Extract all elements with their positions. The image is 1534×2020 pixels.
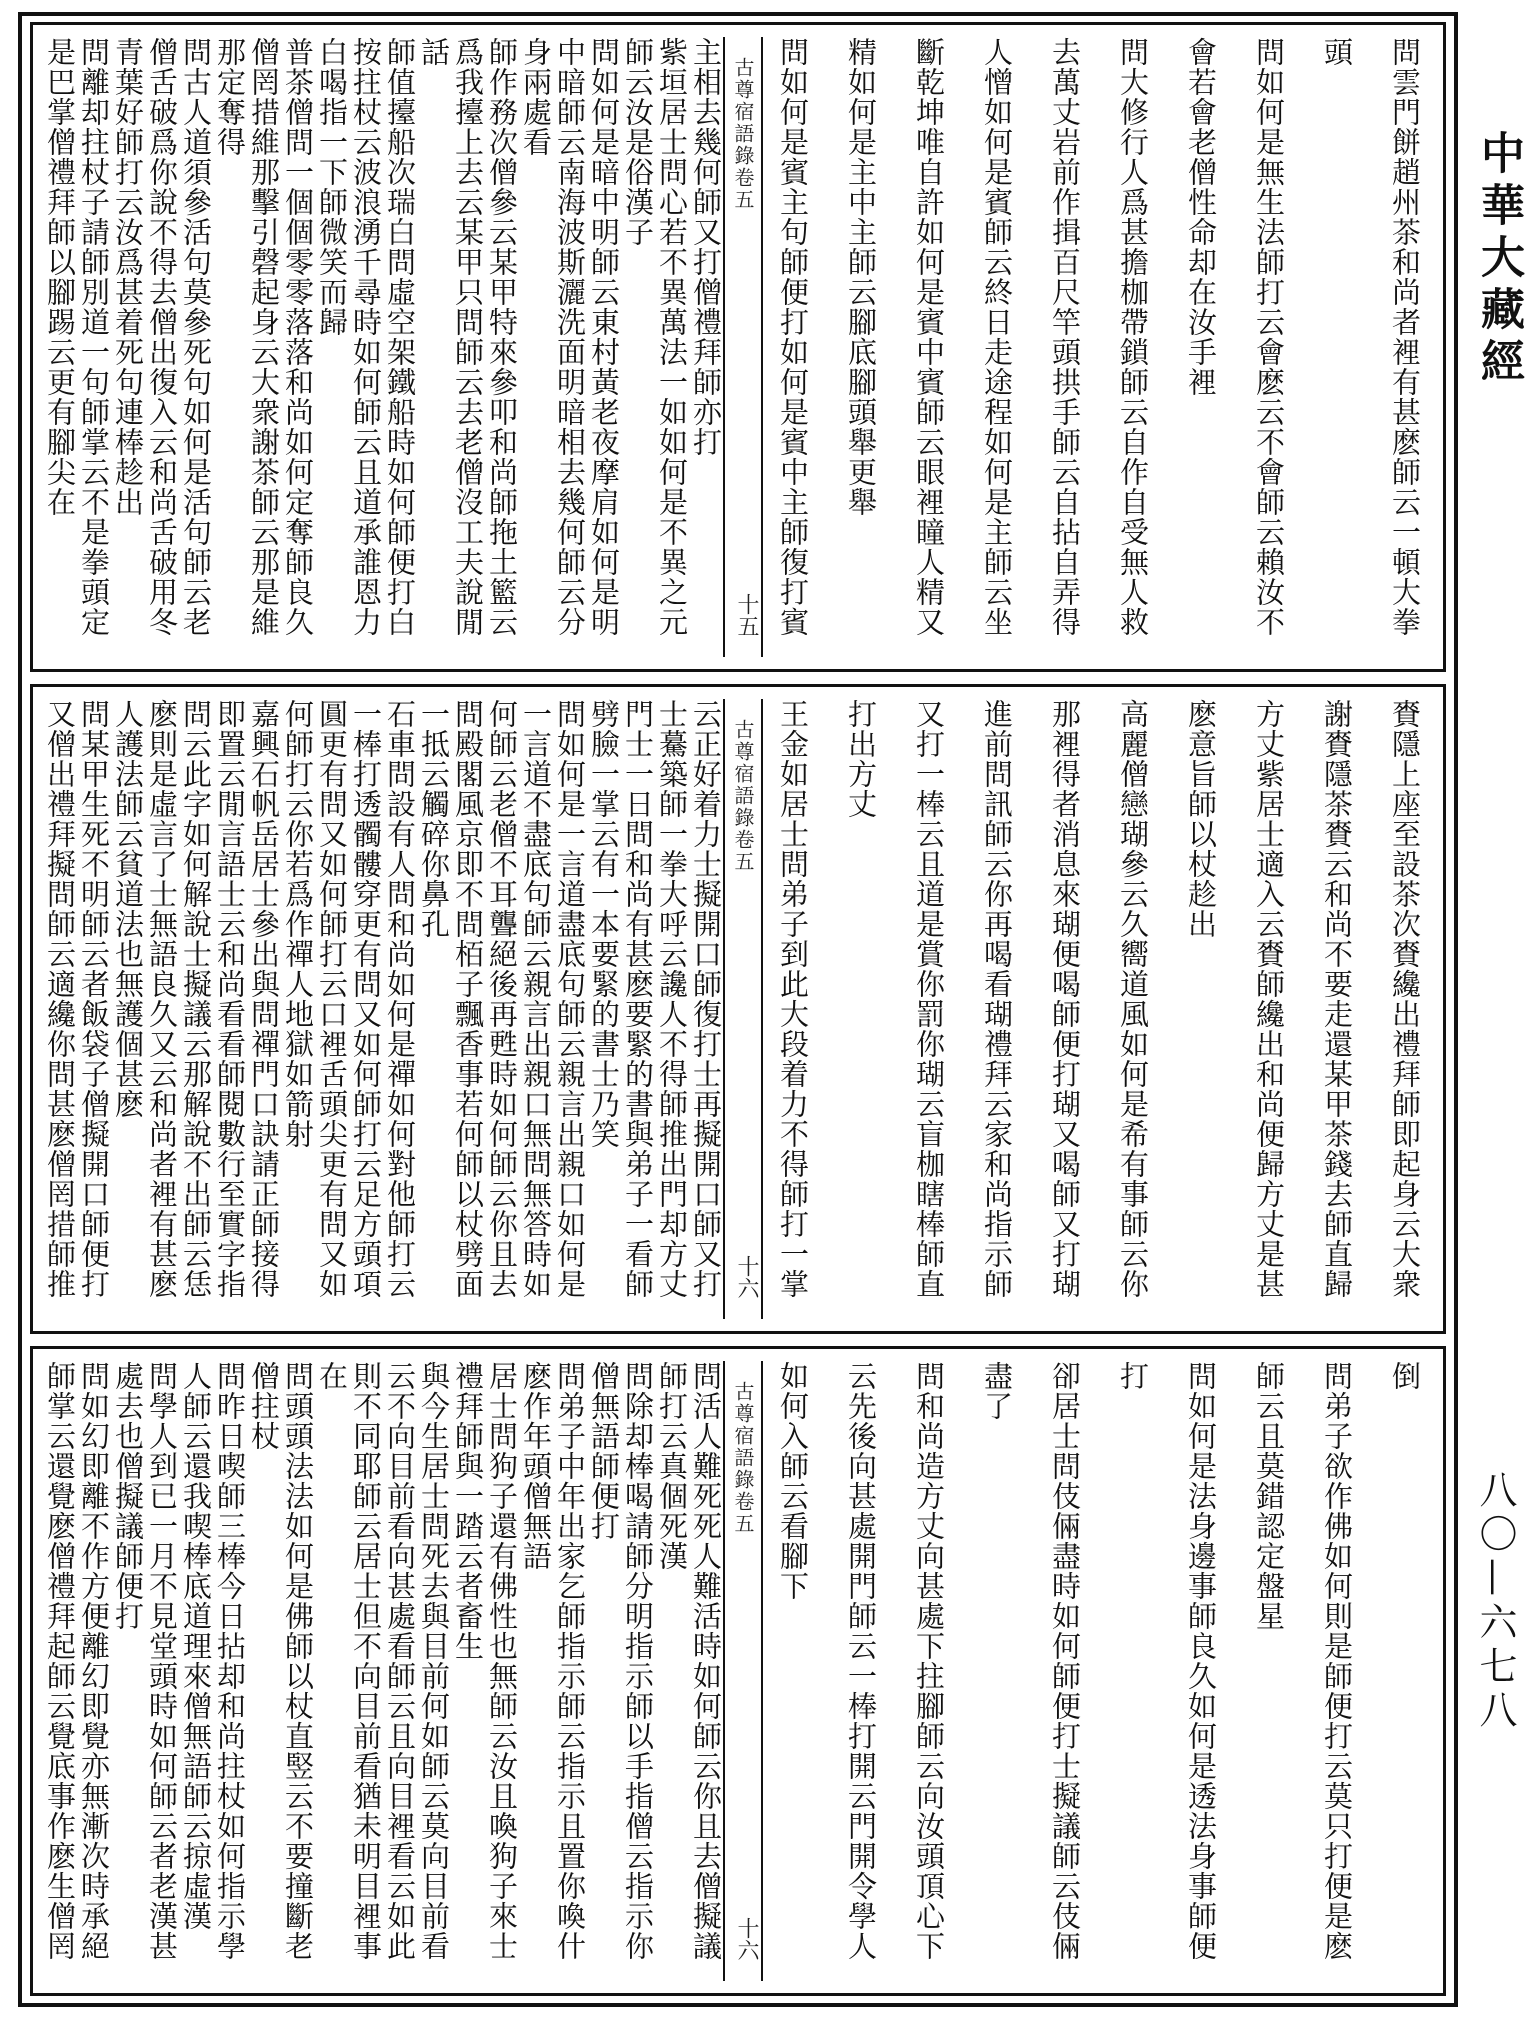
text-column: 進前問訊師云你再喝看瑚禮拜云家和尚指示師 <box>980 699 1014 1299</box>
text-column: 問除却棒喝請師分明指示師以手指僧云指示你 <box>621 1361 655 1961</box>
text-column: 師打云真個死漢 <box>655 1361 689 1571</box>
text-column: 則不同耶師云居士但不向目前看猶未明目裡事 <box>349 1361 383 1961</box>
text-column: 師云且莫錯認定盤星 <box>1252 1361 1286 1631</box>
right-text-block <box>759 699 1439 1319</box>
text-column: 話 <box>417 37 451 67</box>
text-column: 那定奪得 <box>213 37 247 157</box>
text-column: 盡了 <box>980 1361 1014 1421</box>
center-margin <box>723 37 763 657</box>
text-column: 謝賚隱茶賚云和尚不要走還某甲茶錢去師直歸 <box>1320 699 1354 1299</box>
text-column: 紫垣居士問心若不異萬法一如如何是不異之元 <box>655 37 689 637</box>
center-margin <box>723 699 763 1319</box>
text-column: 打 <box>1116 1361 1150 1391</box>
text-column: 門士一日問和尚有甚麽要緊的書與弟子一看師 <box>621 699 655 1299</box>
text-column: 師值擡船次瑞白問虛空架鐵船時如何師便打白 <box>383 37 417 637</box>
text-column: 僧無語師便打 <box>587 1361 621 1541</box>
text-column: 問大修行人爲甚擔枷帶鎖師云自作自受無人救 <box>1116 37 1150 637</box>
margin-label: 古尊宿語錄卷五 <box>731 719 755 873</box>
text-column: 高麗僧戀瑚參云久嚮道風如何是希有事師云你 <box>1116 699 1150 1299</box>
collection-title: 中華大藏經 <box>1473 130 1524 390</box>
text-column: 何師打云你若爲作禪人地獄如箭射 <box>281 699 315 1149</box>
text-column: 去萬丈岩前作揖百尺竿頭拱手師云自拈自弄得 <box>1048 37 1082 637</box>
page-number: 八〇—六七八 <box>1473 1470 1517 1734</box>
text-column: 云先後向甚處開門師云一棒打開云門開令學人 <box>844 1361 878 1961</box>
text-column: 白喝指一下師微笑而歸 <box>315 37 349 337</box>
text-column: 斷乾坤唯自許如何是賓中賓師云眼裡瞳人精又 <box>912 37 946 637</box>
text-column: 又僧出禮拜擬問師云適纔你問甚麽僧罔措師推 <box>43 699 77 1299</box>
text-column: 問頭頭法法如何是佛師以杖直竪云不要撞斷老 <box>281 1361 315 1961</box>
folio-number: 十五 <box>734 593 759 637</box>
text-column: 青葉好師打云汝爲甚着死句連棒趁出 <box>111 37 145 517</box>
text-column: 精如何是主中主師云腳底腳頭舉更舉 <box>844 37 878 517</box>
text-column: 麽作年頭僧無語 <box>519 1361 553 1571</box>
text-column: 僧罔措維那擊引磬起身云大衆謝茶師云那是維 <box>247 37 281 637</box>
text-column: 問如何是賓主句師便打如何是賓中主師復打賓 <box>776 37 810 637</box>
left-text-block <box>43 1361 723 1981</box>
text-column: 一言道不盡底句師云親言出親口無問無答時如 <box>519 699 553 1299</box>
text-column: 卻居士問伎倆盡時如何師便打士擬議師云伎倆 <box>1048 1361 1082 1961</box>
text-column: 問古人道須參活句莫參死句如何是活句師云老 <box>179 37 213 637</box>
text-column: 云不向目前看向甚處看師云且向目裡看云如此 <box>383 1361 417 1961</box>
register-2 <box>30 684 1446 1334</box>
text-column: 一棒打透髑髏穿更有問又如何師打云足方頭項 <box>349 699 383 1299</box>
text-column: 僧舌破爲你說不得去僧出復入云和尚舌破用冬 <box>145 37 179 637</box>
right-text-block <box>759 37 1439 657</box>
text-column: 如何入師云看腳下 <box>776 1361 810 1601</box>
text-column: 何師云老僧不耳聾絕後再甦時如何師云你且去 <box>485 699 519 1299</box>
text-column: 問云此字如何解說士擬議云那解說不出師云恁 <box>179 699 213 1299</box>
text-column: 問如幻即離不作方便離幻即覺亦無漸次時承絕 <box>77 1361 111 1961</box>
text-column: 圓更有問又如何師打云口裡舌頭尖更有問又如 <box>315 699 349 1299</box>
text-column: 方丈紫居士適入云賚師纔出和尚便歸方丈是甚 <box>1252 699 1286 1299</box>
text-column: 僧拄杖 <box>247 1361 281 1451</box>
folio-number: 十六 <box>734 1255 759 1299</box>
text-column: 問某甲生死不明師云者飯袋子僧擬開口師便打 <box>77 699 111 1299</box>
text-column: 問如何是暗中明師云東村黃老夜摩肩如何是明 <box>587 37 621 637</box>
register-3 <box>30 1346 1446 1996</box>
text-column: 劈臉一掌云有一本要緊的書士乃笑 <box>587 699 621 1149</box>
text-column: 中暗師云南海波斯灑洗面明暗相去幾何師云分 <box>553 37 587 637</box>
text-column: 會若會老僧性命却在汝手裡 <box>1184 37 1218 397</box>
text-column: 即置云閒言語士云和尚看看師閱數行至實字指 <box>213 699 247 1299</box>
text-column: 人憎如何是賓師云終日走途程如何是主師云坐 <box>980 37 1014 637</box>
text-column: 問離却拄杖子請師別道一句師掌云不是拳頭定 <box>77 37 111 637</box>
text-column: 是巴掌僧禮拜師以腳踢云更有腳尖在 <box>43 37 77 517</box>
text-column: 倒 <box>1388 1361 1422 1391</box>
text-column: 問弟子中年出家乞師指示師云指示且置你喚什 <box>553 1361 587 1961</box>
text-column: 與今生居士問死去與目前何如師云莫向目前看 <box>417 1361 451 1961</box>
text-column: 打出方丈 <box>844 699 878 819</box>
left-text-block <box>43 699 723 1319</box>
text-column: 問弟子欲作佛如何則是師便打云莫只打便是麽 <box>1320 1361 1354 1961</box>
text-column: 人護法師云貧道法也無護個甚麽 <box>111 699 145 1119</box>
text-column: 問雲門餅趙州茶和尚者裡有甚麽師云一頓大拳 <box>1388 37 1422 637</box>
text-column: 頭 <box>1320 37 1354 67</box>
text-column: 石車問設有人問和尚如何是禪如何對他師打云 <box>383 699 417 1299</box>
text-column: 師云汝是俗漢子 <box>621 37 655 247</box>
text-column: 那裡得者消息來瑚便喝師便打瑚又喝師又打瑚 <box>1048 699 1082 1299</box>
text-column: 身兩處看 <box>519 37 553 157</box>
text-column: 在 <box>315 1361 349 1391</box>
text-column: 一抵云觸碎你鼻孔 <box>417 699 451 939</box>
text-column: 人師云還我喫棒底道理來僧無語師云掠虛漢 <box>179 1361 213 1931</box>
text-column: 普茶僧問一個個零零落落和尚如何定奪師良久 <box>281 37 315 637</box>
text-column: 爲我擡上去云某甲只問師云去老僧沒工夫說閒 <box>451 37 485 637</box>
text-column: 王金如居士問弟子到此大段着力不得師打一掌 <box>776 699 810 1299</box>
center-margin <box>723 1361 763 1981</box>
text-column: 師作務次僧參云某甲特來參叩和尚師拖土籃云 <box>485 37 519 637</box>
right-text-block <box>759 1361 1439 1981</box>
text-column: 禮拜師與一踏云者畜生 <box>451 1361 485 1661</box>
text-column: 問和尚造方丈向甚處下拄腳師云向汝頭頂心下 <box>912 1361 946 1961</box>
text-column: 問如何是一言道盡底句師云親言出親口如何是 <box>553 699 587 1299</box>
text-column: 處去也僧擬議師便打 <box>111 1361 145 1631</box>
text-column: 居士問狗子還有佛性也無師云汝且喚狗子來士 <box>485 1361 519 1961</box>
text-column: 問昨日喫師三棒今日拈却和尚拄杖如何指示學 <box>213 1361 247 1961</box>
text-column: 麽意旨師以杖趁出 <box>1184 699 1218 939</box>
text-column: 賚隱上座至設茶次賚纔出禮拜師即起身云大衆 <box>1388 699 1422 1299</box>
folio-number: 十六 <box>734 1917 759 1961</box>
text-column: 問活人難死死人難活時如何師云你且去僧擬議 <box>689 1361 723 1961</box>
text-column: 問如何是法身邊事師良久如何是透法身事師便 <box>1184 1361 1218 1961</box>
text-column: 問如何是無生法師打云會麽云不會師云賴汝不 <box>1252 37 1286 637</box>
text-column: 嘉興石帆岳居士參出與問禪門口訣請正師接得 <box>247 699 281 1299</box>
margin-label: 古尊宿語錄卷五 <box>731 57 755 211</box>
register-1 <box>30 22 1446 672</box>
left-text-block <box>43 37 723 657</box>
text-column: 按拄杖云波浪湧千尋時如何師云且道承誰恩力 <box>349 37 383 637</box>
text-column: 問殿閣風京即不問栢子飄香事若何師以杖劈面 <box>451 699 485 1299</box>
text-column: 麽則是虛言了士無語良久又云和尚者裡有甚麽 <box>145 699 179 1299</box>
margin-label: 古尊宿語錄卷五 <box>731 1381 755 1535</box>
text-column: 又打一棒云且道是賞你罰你瑚云盲枷瞎棒師直 <box>912 699 946 1299</box>
text-column: 問學人到已一月不見堂頭時如何師云者老漢甚 <box>145 1361 179 1961</box>
text-column: 師掌云還覺麽僧禮拜起師云覺底事作麽生僧罔 <box>43 1361 77 1961</box>
text-column: 主相去幾何師又打僧禮拜師亦打 <box>689 37 723 457</box>
text-column: 云正好着力士擬開口師復打士再擬開口師又打 <box>689 699 723 1299</box>
text-column: 士驀築師一拳大呼云讒人不得師推出門却方丈 <box>655 699 689 1299</box>
